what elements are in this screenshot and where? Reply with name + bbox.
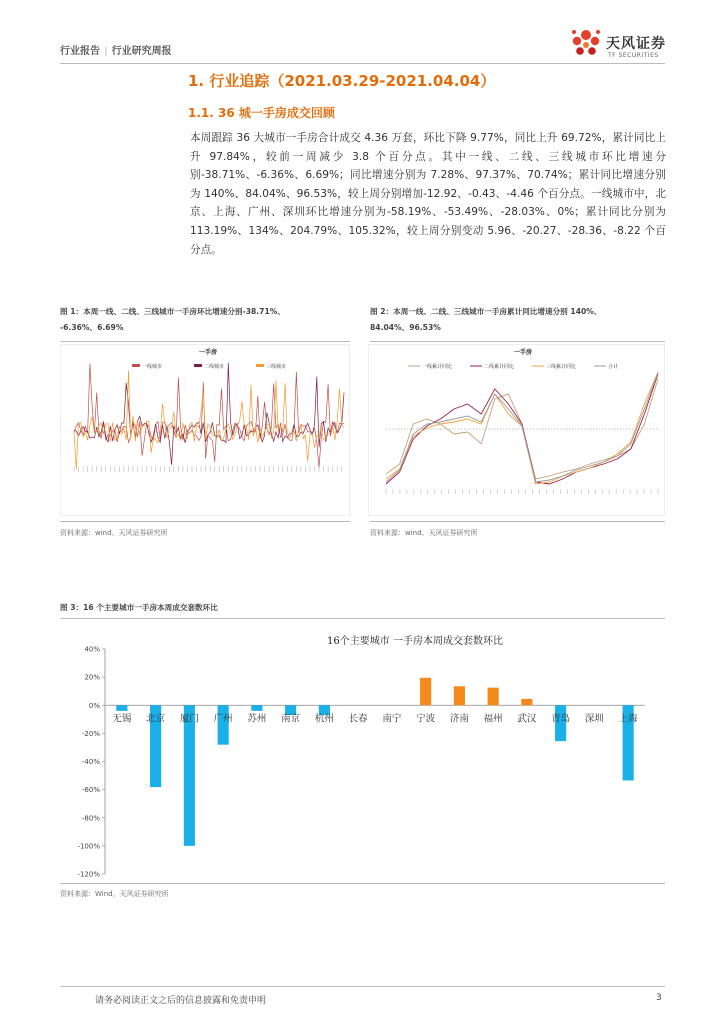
logo-flower-icon <box>566 24 606 64</box>
figure3-category-label: 武汉 <box>517 713 537 725</box>
figure3-bottom-rule <box>60 883 665 884</box>
figure3-chart-title: 16个主要城市 一手房本周成交套数环比 <box>327 636 503 647</box>
report-type: 行业报告 <box>60 46 100 57</box>
figure3-ytick-label: -120% <box>77 870 100 879</box>
figure3-category-label: 宁波 <box>416 713 436 725</box>
figure1-legend-label: 三线城市 <box>266 364 287 370</box>
figure3-category-label: 苏州 <box>247 713 267 725</box>
company-logo <box>566 24 676 64</box>
figure3-bar <box>521 699 532 705</box>
figure3-bar <box>116 705 127 711</box>
figure3-chart <box>60 622 665 886</box>
figure3-category-label: 广州 <box>213 713 233 725</box>
figure3-category-label: 福州 <box>483 713 503 725</box>
figure2-title <box>370 304 670 336</box>
figure3-category-label: 南宁 <box>382 713 402 725</box>
figure2-legend-label: 一线累计同比 <box>422 364 453 370</box>
figure3-bar <box>488 688 499 706</box>
figure2-title-line2: 84.04%、96.53% <box>370 323 441 332</box>
figure1-legend-swatch <box>194 364 202 367</box>
figure3-category-label: 南京 <box>281 713 301 725</box>
figure1-chart <box>60 344 350 520</box>
figure3-bar <box>454 686 465 705</box>
figure1-chart-title: 一手房 <box>198 349 218 356</box>
figure3-category-label: 青岛 <box>551 713 571 725</box>
figure1-legend-swatch <box>256 364 264 367</box>
subsection-title: 1.1. 36 城一手房成交回顾 <box>188 106 335 120</box>
figure3-bar <box>420 678 431 705</box>
figure2-source: 资料来源：wind、天风证券研究所 <box>370 529 478 537</box>
figure3-svg <box>60 622 665 882</box>
figure1-title <box>60 304 360 336</box>
figure2-title-line1: 图 2：本周一线、二线、三线城市一手房累计同比增速分别 140%、 <box>370 307 602 316</box>
figure3-category-label: 杭州 <box>314 713 334 725</box>
figure3-bar <box>251 705 262 711</box>
figure3-ytick-label: -80% <box>81 814 100 823</box>
figure1-legend-label: 二线城市 <box>204 364 225 370</box>
header-separator: | <box>104 46 108 57</box>
footer-disclaimer: 请务必阅读正文之后的信息披露和免责申明 <box>95 996 267 1006</box>
figure3-category-label: 北京 <box>146 713 166 725</box>
figure1-source: 资料来源：wind、天风证券研究所 <box>60 529 168 537</box>
figure2-bottom-rule <box>370 521 665 522</box>
section-title: 1. 行业追踪（2021.03.29-2021.04.04） <box>188 72 496 90</box>
figure2-legend-label: 合计 <box>608 364 619 370</box>
figure2-legend-label: 三线累计同比 <box>546 364 577 370</box>
body-paragraph: 本周跟踪 36 大城市一手房合计成交 4.36 万套，环比下降 9.77%，同比上升 69.72%，累计同比上升 97.84%，较前一周减少 3.8 个百分点。其中一线、二线、三线城市环比增速分别-38.71%、-6.36%、6.69%；同比增速分别为 7.28%、97.37%、70.74%；累计同比增速分别为 140%、84.04%、96.53%，较上周分别增加-12.92、-0.43、-4.46 个百分点。一线城市中，北京、上海、广州、深圳环比增速分别为-58.19%、-53.49%、-28.03%、0%；累计同比分别为 113.19%、134%、204.79%、105.32%，较上周分别变动 5.96、-20.27、-28.36、-8.22 个百分点。 <box>190 132 666 256</box>
figure1-title-line2: -6.36%、6.69% <box>60 323 124 332</box>
figure3-ytick-label: 20% <box>84 673 100 682</box>
figure1-legend-label: 一线城市 <box>142 364 163 370</box>
figure3-category-label: 深圳 <box>584 713 604 725</box>
figure3-ytick-label: -60% <box>81 786 100 795</box>
figure3-source: 资料来源：Wind、天风证券研究所 <box>60 890 169 898</box>
report-subtype: 行业研究周报 <box>111 46 172 57</box>
figure3-category-label: 无锡 <box>112 713 132 725</box>
figure2-top-rule <box>370 341 665 342</box>
figure3-ytick-label: -100% <box>77 842 100 851</box>
figure2-legend-label: 二线累计同比 <box>484 364 515 370</box>
header-divider <box>60 63 665 64</box>
figure1-svg <box>60 344 350 516</box>
figure3-ytick-label: 40% <box>84 645 100 654</box>
logo-text-cn: 天风证券 <box>606 36 666 52</box>
figure3-title: 图 3：16 个主要城市一手房本周成交套数环比 <box>60 603 218 612</box>
figure3-ytick-label: -20% <box>81 729 100 738</box>
figure3-category-label: 济南 <box>449 713 469 725</box>
page-number: 3 <box>656 993 662 1003</box>
figure3-bar <box>184 705 195 846</box>
figure2-svg <box>368 344 665 516</box>
figure1-legend-swatch <box>132 364 140 367</box>
figure3-ytick-label: 0% <box>88 701 100 710</box>
footer-divider <box>60 986 665 987</box>
logo-text-en: TF SECURITIES <box>608 52 659 59</box>
figure3-category-label: 上海 <box>618 713 638 725</box>
figure3-ytick-label: -40% <box>81 758 100 766</box>
figure2-chart <box>368 344 665 520</box>
figure1-top-rule <box>60 341 350 342</box>
figure3-category-label: 厦门 <box>179 713 199 725</box>
figure3-top-rule <box>60 618 665 619</box>
report-header <box>60 42 172 57</box>
figure1-bottom-rule <box>60 521 350 522</box>
figure2-chart-title: 一手房 <box>513 349 533 356</box>
figure3-category-label: 长春 <box>348 713 368 725</box>
figure3-bar <box>218 705 229 744</box>
figure1-title-line1: 图 1：本周一线、二线、三线城市一手房环比增速分别-38.71%、 <box>60 307 285 316</box>
